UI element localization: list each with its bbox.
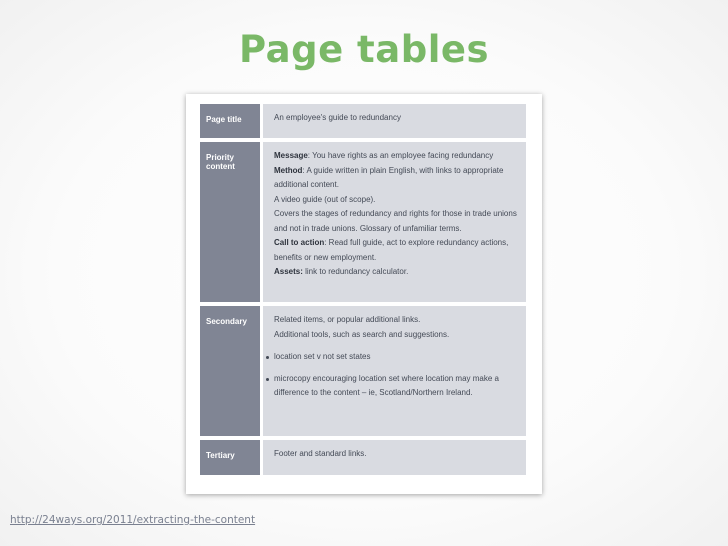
method-line [274,164,518,193]
cta-label: Call to action [274,238,325,247]
table-row-secondary [200,306,526,436]
message-line [274,149,518,164]
secondary-line-1: Related items, or popular additional links. [274,315,421,324]
row-label-secondary: Secondary [200,306,260,436]
cta-line [274,236,518,265]
assets-line [274,265,518,280]
method-text: : A guide written in plain English, with links to appropriate additional content. [274,165,504,189]
message-label: Message [274,151,308,160]
page-title-value: An employee's guide to redundancy [274,113,401,122]
row-label-page-title: Page title [200,104,260,138]
message-text: : You have rights as an employee facing redundancy [307,151,494,160]
secondary-bullet-list [274,350,518,401]
list-item: microcopy encouraging location set where location may make a difference to the content – ie, Scotland/Northern Ireland. [274,372,518,401]
table-row-tertiary [200,440,526,475]
list-item: location set v not set states [274,350,518,365]
assets-text: link to redundancy calculator. [302,267,409,276]
table-row-priority [200,142,526,302]
row-content-secondary [263,306,526,436]
tertiary-value: Footer and standard links. [274,449,367,458]
secondary-line-2: Additional tools, such as search and suggestions. [274,329,450,339]
source-link[interactable]: http://24ways.org/2011/extracting-the-content [10,514,256,526]
page-table-image [186,94,542,494]
table-row-page-title [200,104,526,138]
assets-label: Assets: [274,267,303,276]
row-label-tertiary: Tertiary [200,440,260,475]
row-content-tertiary [263,440,526,475]
row-content-page-title [263,104,526,138]
page-table [200,104,526,479]
method-label: Method [274,165,303,175]
row-content-priority [263,142,526,302]
row-label-priority: Priority content [200,142,260,302]
slide-title: Page tables [239,28,489,71]
video-line: A video guide (out of scope). [274,194,376,204]
covers-line: Covers the stages of redundancy and rights for those in trade unions and not in trade unions. Glossary of unfamiliar terms. [274,209,517,233]
cta-text: : Read full guide, act to explore redundancy actions, benefits or new employment. [274,238,509,262]
